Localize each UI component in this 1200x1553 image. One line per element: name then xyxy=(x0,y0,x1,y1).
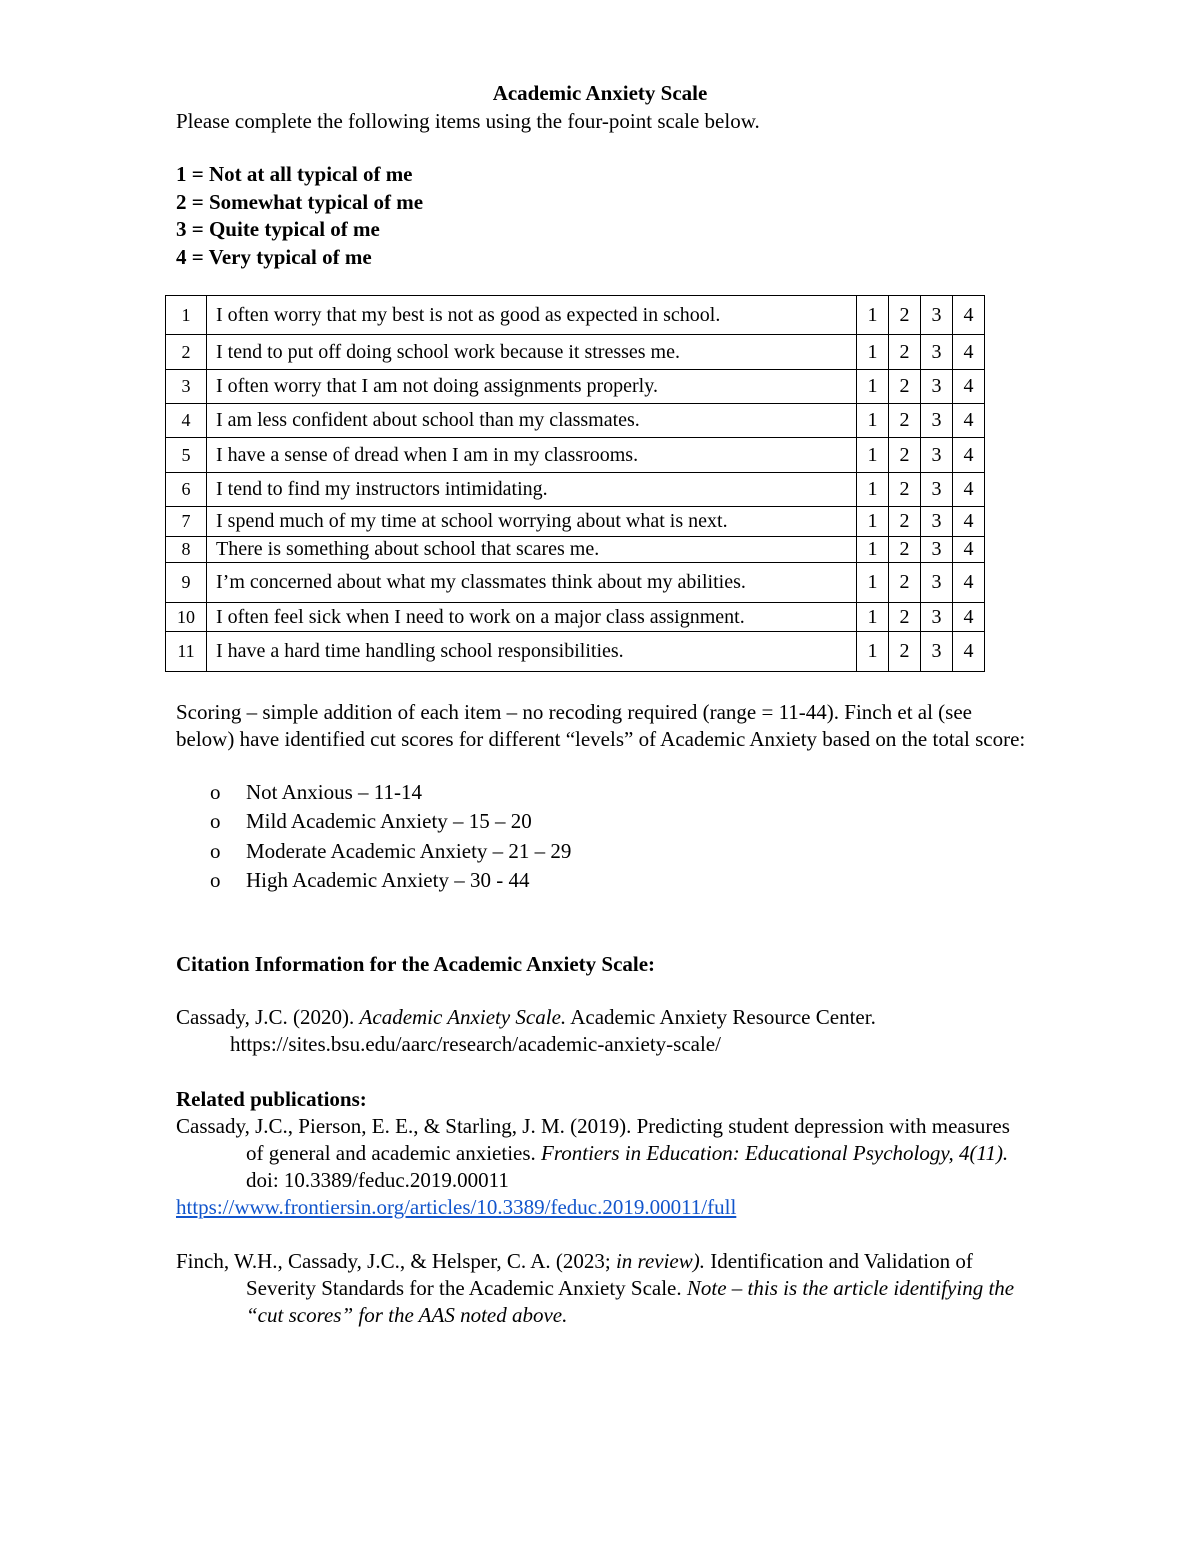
item-number: 11 xyxy=(166,632,207,672)
item-text: I tend to find my instructors intimidating. xyxy=(207,473,857,507)
citation-url: https://sites.bsu.edu/aarc/research/academic-anxiety-scale/ xyxy=(230,1032,721,1056)
citation-authors: Cassady, J.C. (2020). xyxy=(176,1005,360,1029)
item-number: 7 xyxy=(166,507,207,537)
publication-2 xyxy=(176,1248,1026,1329)
level-label: Not Anxious – 11-14 xyxy=(246,780,422,804)
item-number: 8 xyxy=(166,537,207,563)
item-number: 6 xyxy=(166,473,207,507)
item-text: I have a sense of dread when I am in my classrooms. xyxy=(207,438,857,473)
option-3[interactable]: 3 xyxy=(921,563,953,603)
score-levels-list xyxy=(210,780,571,897)
option-4[interactable]: 4 xyxy=(953,507,985,537)
table-row xyxy=(166,537,985,563)
item-number: 5 xyxy=(166,438,207,473)
list-item xyxy=(210,780,571,809)
instructions: Please complete the following items using the four-point scale below. xyxy=(176,109,760,133)
list-item xyxy=(210,839,571,868)
item-text: I often feel sick when I need to work on a major class assignment. xyxy=(207,603,857,632)
level-label: Mild Academic Anxiety – 15 – 20 xyxy=(246,809,532,834)
table-row xyxy=(166,507,985,537)
table-row xyxy=(166,438,985,473)
item-text: I often worry that I am not doing assignments properly. xyxy=(207,370,857,404)
scale-legend xyxy=(176,161,423,271)
citation-work: Academic Anxiety Scale. xyxy=(359,1005,567,1029)
item-number: 10 xyxy=(166,603,207,632)
option-1[interactable]: 1 xyxy=(857,335,889,370)
bullet-icon: o xyxy=(210,809,221,834)
item-number: 2 xyxy=(166,335,207,370)
scale-item: 4 = Very typical of me xyxy=(176,244,372,269)
table-row xyxy=(166,603,985,632)
option-3[interactable]: 3 xyxy=(921,335,953,370)
list-item xyxy=(210,868,571,897)
option-4[interactable]: 4 xyxy=(953,370,985,404)
option-1[interactable]: 1 xyxy=(857,404,889,438)
option-4[interactable]: 4 xyxy=(953,473,985,507)
option-2[interactable]: 2 xyxy=(889,537,921,563)
option-4[interactable]: 4 xyxy=(953,404,985,438)
option-1[interactable]: 1 xyxy=(857,537,889,563)
item-text: I tend to put off doing school work because it stresses me. xyxy=(207,335,857,370)
table-row xyxy=(166,473,985,507)
option-4[interactable]: 4 xyxy=(953,537,985,563)
scale-item: 3 = Quite typical of me xyxy=(176,217,380,241)
option-3[interactable]: 3 xyxy=(921,473,953,507)
option-1[interactable]: 1 xyxy=(857,370,889,404)
option-4[interactable]: 4 xyxy=(953,296,985,335)
list-item xyxy=(210,809,571,838)
level-label: High Academic Anxiety – 30 - 44 xyxy=(246,867,530,892)
publication-1 xyxy=(176,1113,1026,1194)
option-4[interactable]: 4 xyxy=(953,563,985,603)
item-number: 1 xyxy=(166,296,207,335)
item-number: 4 xyxy=(166,404,207,438)
option-1[interactable]: 1 xyxy=(857,563,889,603)
table-row xyxy=(166,404,985,438)
option-4[interactable]: 4 xyxy=(953,438,985,473)
option-2[interactable]: 2 xyxy=(889,603,921,632)
scale-item: 2 = Somewhat typical of me xyxy=(176,189,424,214)
related-heading: Related publications: xyxy=(176,1087,367,1111)
table-row xyxy=(166,632,985,672)
option-2[interactable]: 2 xyxy=(889,335,921,370)
option-2[interactable]: 2 xyxy=(889,404,921,438)
option-1[interactable]: 1 xyxy=(857,603,889,632)
pub2-status: in review). xyxy=(615,1249,705,1273)
option-2[interactable]: 2 xyxy=(889,632,921,672)
option-2[interactable]: 2 xyxy=(889,507,921,537)
option-4[interactable]: 4 xyxy=(953,603,985,632)
pub1-authors: Cassady, J.C., Pierson, E. E., & Starling, J. M. (2019). Predicting student depression with measures of general and academic anxieties. xyxy=(176,1114,1010,1165)
option-2[interactable]: 2 xyxy=(889,370,921,404)
option-3[interactable]: 3 xyxy=(921,370,953,404)
page-title: Academic Anxiety Scale xyxy=(492,81,708,105)
option-2[interactable]: 2 xyxy=(889,438,921,473)
citation-publisher: Academic Anxiety Resource Center. xyxy=(566,1005,876,1029)
pub1-journal: Frontiers in Education: Educational Psychology, 4(11). xyxy=(541,1141,1009,1165)
option-3[interactable]: 3 xyxy=(921,537,953,563)
option-3[interactable]: 3 xyxy=(921,438,953,473)
bullet-icon: o xyxy=(210,780,221,804)
option-3[interactable]: 3 xyxy=(921,296,953,335)
table-row xyxy=(166,335,985,370)
option-4[interactable]: 4 xyxy=(953,632,985,672)
item-number: 9 xyxy=(166,563,207,603)
item-text: I spend much of my time at school worrying about what is next. xyxy=(207,507,857,537)
item-text: I’m concerned about what my classmates think about my abilities. xyxy=(207,563,857,603)
option-1[interactable]: 1 xyxy=(857,632,889,672)
item-text: I am less confident about school than my classmates. xyxy=(207,404,857,438)
bullet-icon: o xyxy=(210,867,221,892)
level-label: Moderate Academic Anxiety – 21 – 29 xyxy=(246,838,572,863)
table-row xyxy=(166,296,985,335)
pub2-authors: Finch, W.H., Cassady, J.C., & Helsper, C. A. (2023; xyxy=(176,1249,616,1273)
pub2-title: Identification and Validation of Severity Standards for the Academic Anxiety Scale. xyxy=(246,1249,973,1300)
item-text: There is something about school that scares me. xyxy=(207,537,857,563)
option-1[interactable]: 1 xyxy=(857,473,889,507)
option-3[interactable]: 3 xyxy=(921,632,953,672)
scoring-text: Scoring – simple addition of each item – no recoding required (range = 11-44). Finch et al (see below) have identified cut scores for different “levels” of Academic Anxiety based on the total score: xyxy=(176,700,1026,751)
option-1[interactable]: 1 xyxy=(857,507,889,537)
option-2[interactable]: 2 xyxy=(889,296,921,335)
pub2-note: Note – this is the article identifying the “cut scores” for the AAS noted above. xyxy=(246,1276,1015,1327)
option-2[interactable]: 2 xyxy=(889,473,921,507)
item-text: I have a hard time handling school responsibilities. xyxy=(207,632,857,672)
scale-item: 1 = Not at all typical of me xyxy=(176,162,413,186)
citation-entry xyxy=(176,1004,876,1031)
item-text: I often worry that my best is not as good as expected in school. xyxy=(207,296,857,335)
option-4[interactable]: 4 xyxy=(953,335,985,370)
option-3[interactable]: 3 xyxy=(921,404,953,438)
option-1[interactable]: 1 xyxy=(857,438,889,473)
bullet-icon: o xyxy=(210,838,221,863)
items-table xyxy=(165,295,985,672)
citation-heading: Citation Information for the Academic Anxiety Scale: xyxy=(176,952,656,976)
table-row xyxy=(166,563,985,603)
item-number: 3 xyxy=(166,370,207,404)
table-row xyxy=(166,370,985,404)
option-2[interactable]: 2 xyxy=(889,563,921,603)
option-3[interactable]: 3 xyxy=(921,507,953,537)
pub1-link[interactable]: https://www.frontiersin.org/articles/10.3389/feduc.2019.00011/full xyxy=(176,1195,737,1219)
option-1[interactable]: 1 xyxy=(857,296,889,335)
option-3[interactable]: 3 xyxy=(921,603,953,632)
pub1-doi: doi: 10.3389/feduc.2019.00011 xyxy=(246,1168,509,1192)
